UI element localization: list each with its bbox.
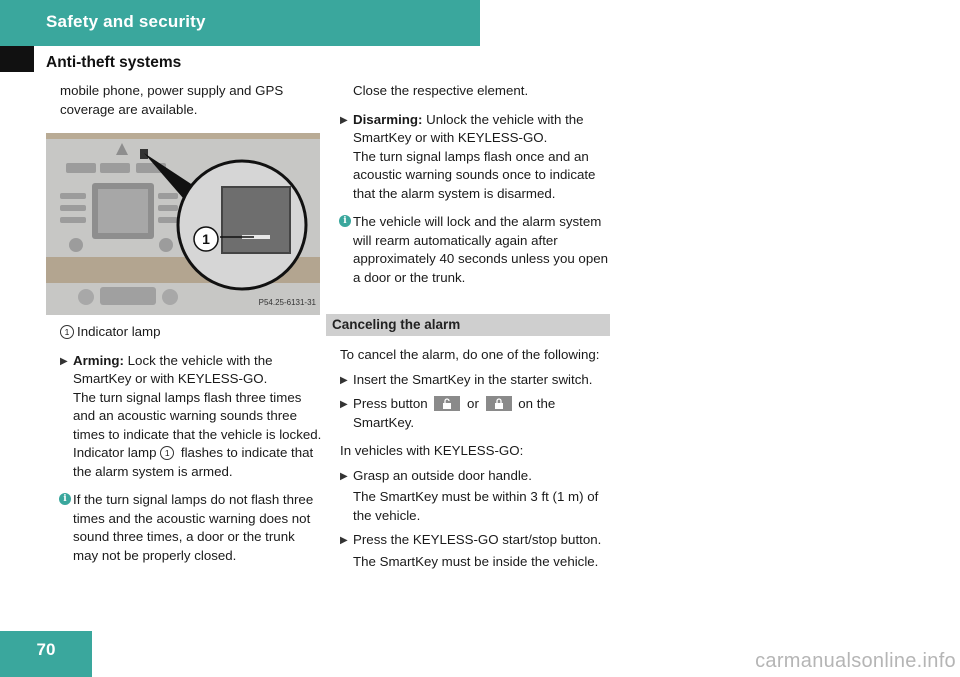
step-arrow-icon: ▶ xyxy=(340,535,348,546)
lock-button-icon xyxy=(486,396,512,411)
step-arrow-icon: ▶ xyxy=(340,470,348,482)
caption-text: Indicator lamp xyxy=(77,324,161,339)
unlock-button-icon xyxy=(434,396,460,411)
arming-note xyxy=(60,491,322,565)
corner-marker xyxy=(0,46,34,72)
page-number: 70 xyxy=(36,640,56,659)
disarming-step xyxy=(340,111,616,204)
arming-title: Arming: xyxy=(73,352,124,368)
cancel-step-3-note: The SmartKey must be within 3 ft (1 m) of the vehicle. xyxy=(353,489,599,523)
rearm-note xyxy=(340,213,616,287)
info-icon: i xyxy=(59,493,71,505)
info-icon: i xyxy=(339,215,351,227)
section-subtitle: Anti-theft systems xyxy=(46,54,182,71)
cancel-step-3-text: Grasp an outside door handle. xyxy=(353,467,532,483)
figure-callout-number: 1 xyxy=(202,231,210,247)
cancel-step-3 xyxy=(340,467,616,526)
step-arrow-icon: ▶ xyxy=(60,355,68,367)
step-arrow-icon: ▶ xyxy=(340,114,348,126)
step-arrow-icon: ▶ xyxy=(340,374,348,386)
cancel-step-2 xyxy=(340,395,616,432)
arming-step xyxy=(60,352,322,482)
arming-number-circle: 1 xyxy=(160,446,174,460)
rearm-note-text: The vehicle will lock and the alarm system will rearm automatically again after approximately 40 seconds unless you open a door or the trunk. xyxy=(353,214,609,285)
figure-code: P54.25-6131-31 xyxy=(258,297,316,307)
chapter-title: Safety and security xyxy=(46,12,206,31)
arming-text-2a: The turn signal lamps flash three times and an acoustic warning sounds three times to indicate that the vehicle is locked. Indicator lamp xyxy=(73,389,322,460)
cancel-intro: To cancel the alarm, do one of the following: xyxy=(340,347,600,362)
cancel-step-1-text: Insert the SmartKey in the starter switch. xyxy=(353,371,593,387)
figure-caption xyxy=(60,323,322,342)
dashboard-figure xyxy=(46,133,320,315)
disarming-text-1: Unlock the vehicle with the SmartKey or with KEYLESS-GO. xyxy=(353,111,584,145)
caption-number-circle: 1 xyxy=(60,325,74,339)
disarming-title: Disarming: xyxy=(353,111,423,127)
cancel-step-4 xyxy=(340,531,616,571)
step-arrow-icon: ▶ xyxy=(340,399,348,410)
watermark: carmanualsonline.info xyxy=(755,650,956,672)
arming-note-text: If the turn signal lamps do not flash three times and the acoustic warning does not sound three times, a door or the trunk may not be properly closed. xyxy=(73,492,314,563)
close-text: Close the respective element. xyxy=(353,83,529,98)
cancel-step-4-text: Press the KEYLESS-GO start/stop button. xyxy=(353,532,602,547)
cancel-step-2-or: or xyxy=(463,396,483,411)
cancel-step-2-text-b: on the SmartKey. xyxy=(353,396,556,430)
left-column xyxy=(60,82,322,573)
disarming-text-2: The turn signal lamps flash once and an acoustic warning sounds once to indicate that the alarm system is disarmed. xyxy=(353,148,596,201)
section-heading-canceling: Canceling the alarm xyxy=(326,314,610,336)
cancel-step-4-note: The SmartKey must be inside the vehicle. xyxy=(353,553,599,569)
cancel-step-2-text-a: Press button xyxy=(353,396,432,411)
keyless-intro: In vehicles with KEYLESS-GO: xyxy=(340,443,524,458)
dashboard-illustration xyxy=(46,133,320,315)
intro-text: mobile phone, power supply and GPS coverage are available. xyxy=(60,83,284,117)
arming-text-2b: flashes to indicate that the alarm system is armed. xyxy=(73,445,314,479)
cancel-step-1 xyxy=(340,371,616,390)
arming-text-1: Lock the vehicle with the SmartKey or with KEYLESS-GO. xyxy=(73,352,273,386)
right-column xyxy=(332,82,616,577)
